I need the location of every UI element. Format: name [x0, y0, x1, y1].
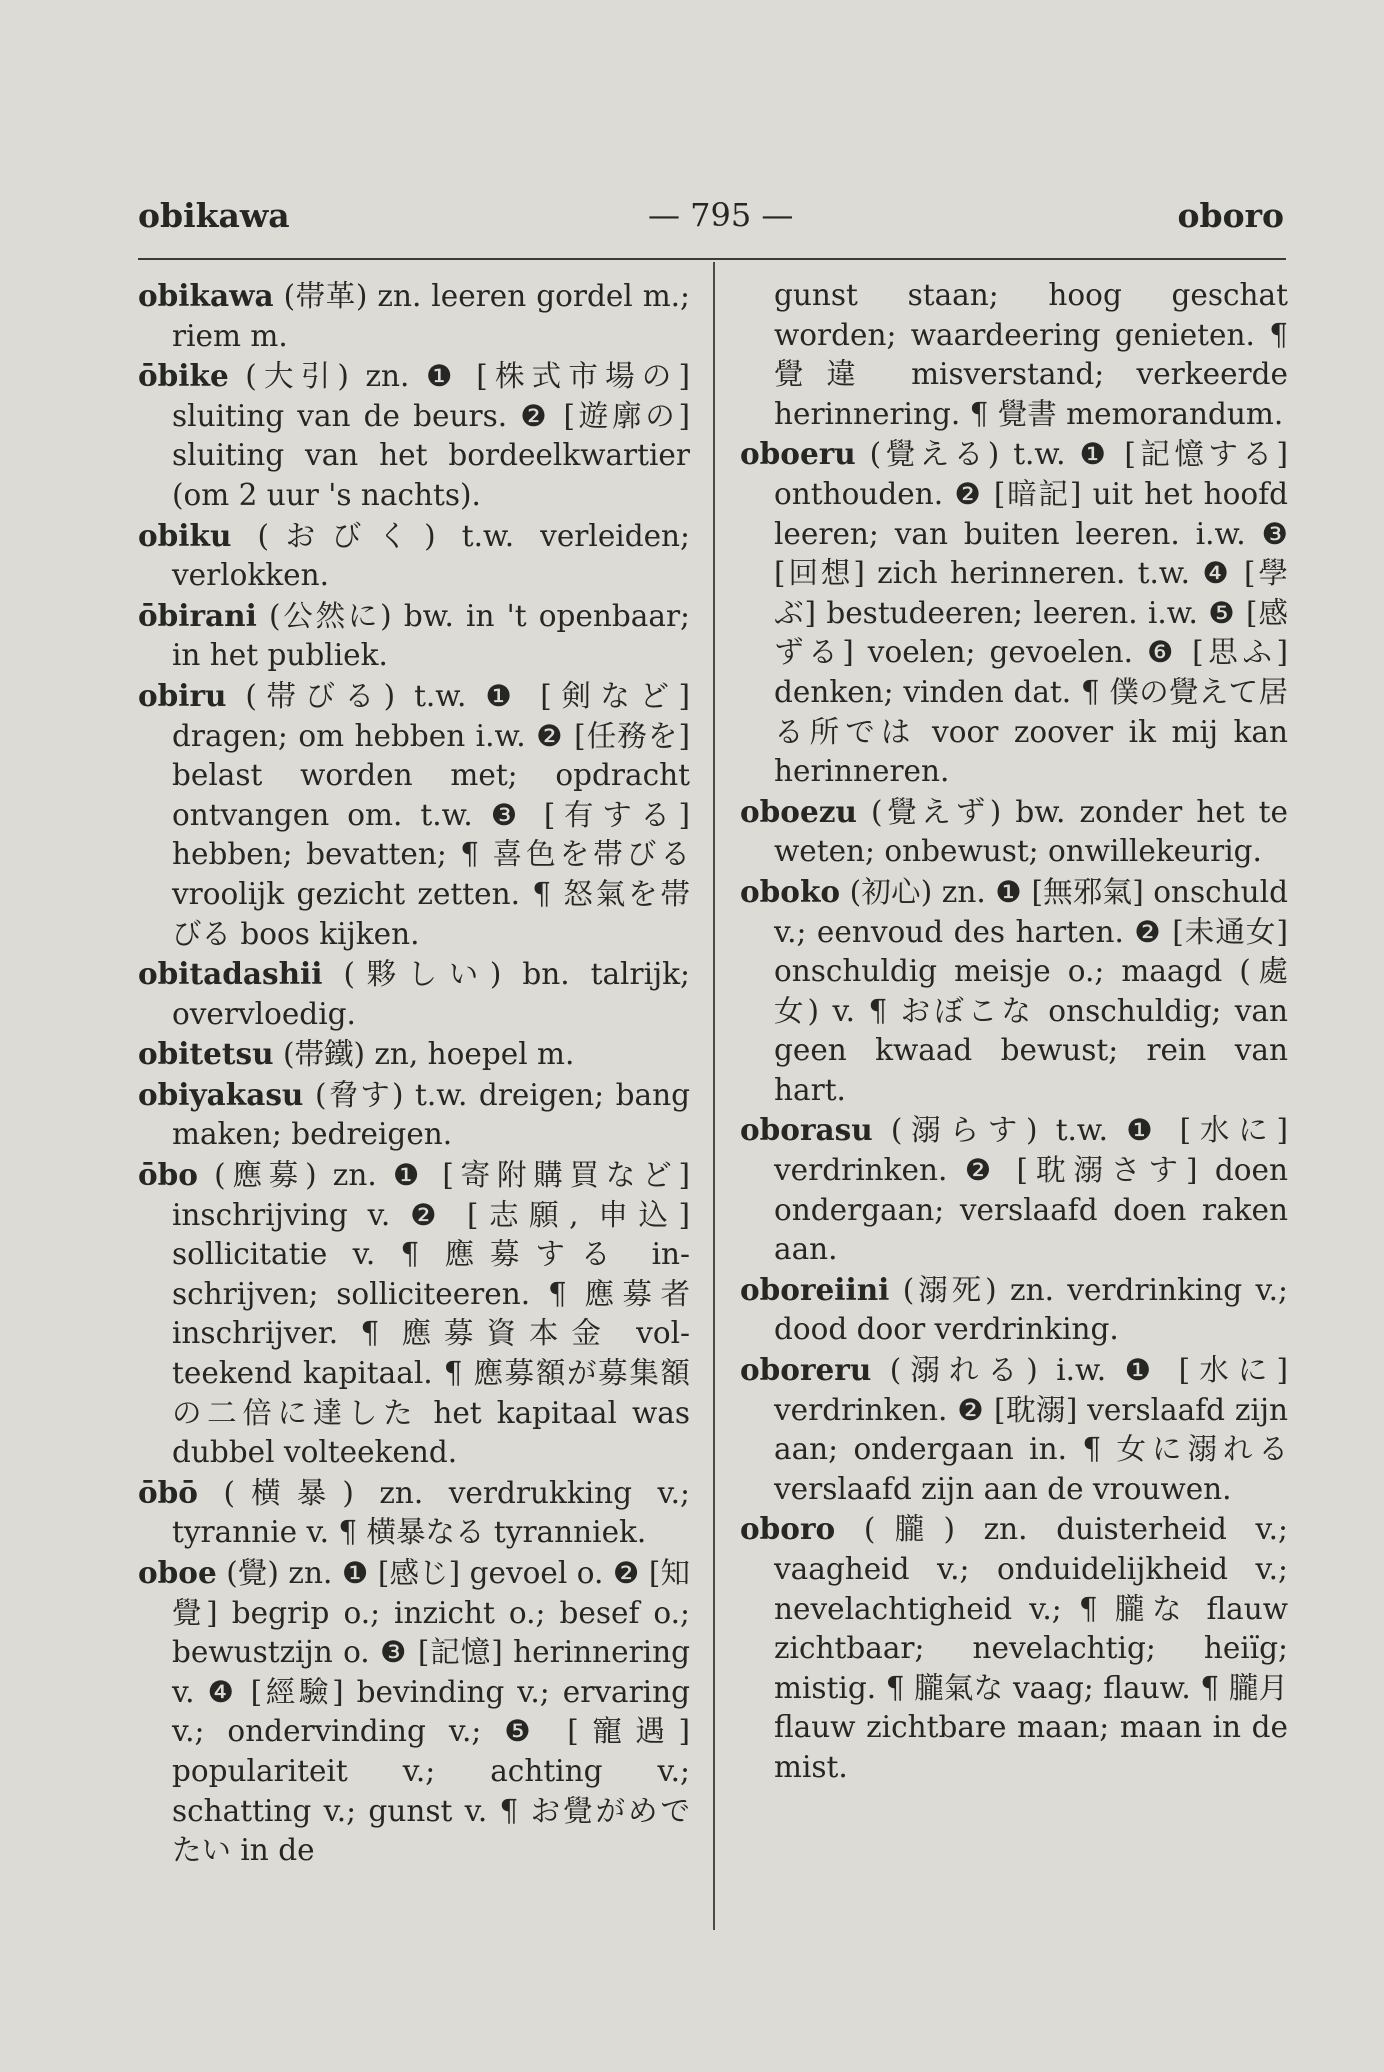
dictionary-entry: [740, 1110, 1288, 1269]
dictionary-entry: [138, 954, 690, 1034]
left-guide-word: obikawa: [138, 196, 290, 235]
entry-headword: oboezu: [740, 793, 857, 829]
right-column: [740, 276, 1288, 1788]
entry-definition: (初心) zn. ❶ [無邪氣] onschuld v.; eenvoud des harten. ❷ [未通女] onschuldig meisje o.; maagd (處女) v. ¶ おぼこな onschuldig; van geen kwaad bewust; rein van hart.: [774, 874, 1288, 1107]
right-guide-word: oboro: [1177, 196, 1284, 235]
entry-definition: (覺える) t.w. ❶ [記憶する] onthouden. ❷ [暗記] uit het hoofd leeren; van buiten leeren. i.w. ❸ [回想] zich herinneren. t.w. ❹ [學ぶ] bestudeeren; leeren. i.w. ❺ [感ずる] voelen; gevoelen. ❻ [思ふ] denken; vinden dat. ¶ 僕の覺えて居る所では voor zoover ik mij kan herinneren.: [774, 437, 1288, 789]
entry-headword: obiyakasu: [138, 1076, 304, 1112]
entry-headword: obitetsu: [138, 1036, 274, 1072]
dictionary-entry: [740, 792, 1288, 872]
entry-definition: (横暴) zn. verdrukking v.; tyrannie v. ¶ 横暴なる tyranniek.: [172, 1475, 690, 1550]
entry-headword: oboeru: [740, 436, 856, 472]
entry-headword: ōbo: [138, 1157, 198, 1193]
entry-definition: (おびく) t.w. verleiden; verlokken.: [172, 518, 690, 593]
dictionary-entry: [138, 1075, 690, 1155]
dictionary-entry: [740, 434, 1288, 791]
entry-headword: oboreru: [740, 1352, 872, 1388]
dictionary-entry: [138, 276, 690, 356]
entry-headword: oboreiini: [740, 1271, 890, 1307]
entry-headword: oborasu: [740, 1112, 873, 1148]
entry-headword: obiku: [138, 517, 232, 553]
entry-definition: (帯びる) t.w. ❶ [剣など] dragen; om hebben i.w. ❷ [任務を] belast worden met; opdracht ontvangen om. t.w. ❸ [有する] hebben; bevatten; ¶ 喜色を帯びる vroolijk gezicht zetten. ¶ 怒氣を帯びる boos kijken.: [172, 678, 690, 951]
dictionary-entry: [740, 1270, 1288, 1350]
dictionary-entry: [138, 1473, 690, 1553]
dictionary-entry: [740, 872, 1288, 1111]
entry-definition: (溺死) zn. verdrinking v.; dood door verdrinking.: [774, 1272, 1288, 1347]
dictionary-entry: [138, 676, 690, 954]
entry-definition: (應募) zn. ❶ [寄附購買など] inschrijving v. ❷ [志願, 申込] sollicitatie v. ¶ 應募する inschrijven; solliciteeren. ¶ 應募者 inschrijver. ¶ 應募資本金 volteekend kapitaal. ¶ 應募額が募集額の二倍に達した het kapitaal was dubbel volteekend.: [172, 1158, 690, 1470]
dictionary-entry: [740, 1509, 1288, 1787]
column-divider: [713, 262, 715, 1930]
entry-definition: (脅す) t.w. dreigen; bang maken; bedreigen.: [172, 1077, 690, 1152]
entry-headword: obiru: [138, 677, 227, 713]
entry-headword: oboe: [138, 1555, 217, 1590]
entry-definition: (大引) zn. ❶ [株式市場の] sluiting van de beurs. ❷ [遊廓の] sluiting van het bordeelkwartier (om 2 uur 's nachts).: [172, 359, 690, 512]
entry-definition: (覺) zn. ❶ [感じ] gevoel o. ❷ [知覺] begrip o.; inzicht o.; besef o.; bewustzijn o. ❸ [記憶] herinnering v. ❹ [經驗] bevinding v.; ervaring v.; ondervinding v.; ❺ [寵遇] populariteit v.; achting v.; schatting v.; gunst v. ¶ お覺がめでたい in de: [172, 1556, 690, 1868]
entry-headword: oboko: [740, 873, 841, 909]
dictionary-entry: [740, 1350, 1288, 1509]
dictionary-entry: [138, 1034, 690, 1075]
entry-headword: oboro: [740, 1511, 836, 1547]
dictionary-entry: [138, 1553, 690, 1871]
dictionary-entry: [138, 596, 690, 676]
entry-definition: (溺れる) i.w. ❶ [水に] verdrinken. ❷ [耽溺] verslaafd zijn aan; ondergaan in. ¶ 女に溺れる verslaafd zijn aan de vrouwen.: [774, 1353, 1288, 1506]
entry-definition: (帯鐵) zn, hoepel m.: [273, 1037, 575, 1072]
entry-definition: (帯革) zn. leeren gordel m.; riem m.: [172, 279, 690, 353]
left-column: [138, 276, 690, 1871]
dictionary-entry: [138, 356, 690, 515]
entry-definition: (朧) zn. duisterheid v.; vaagheid v.; onduidelijkheid v.; nevelachtigheid v.; ¶ 朧な flauw zichtbaar; nevelachtig; heiïg; mistig. ¶ 朧氣な vaag; flauw. ¶ 朧月 flauw zichtbare maan; maan in de mist.: [774, 1512, 1288, 1784]
entry-definition: (溺らす) t.w. ❶ [水に] verdrinken. ❷ [耽溺さす] doen ondergaan; verslaafd doen raken aan.: [774, 1113, 1288, 1267]
entry-definition: (覺えず) bw. zonder het te weten; onbewust; onwillekeurig.: [774, 794, 1288, 869]
continuation-text: gunst staan; hoog geschat worden; waardeering genieten. ¶ 覺違 misverstand; verkeerde herinnering. ¶ 覺書 memorandum.: [774, 278, 1288, 431]
entry-headword: ōbō: [138, 1474, 198, 1510]
entry-headword: obikawa: [138, 278, 274, 313]
header-rule: [138, 258, 1286, 260]
dictionary-entry: [138, 1155, 690, 1473]
dictionary-entry: [138, 516, 690, 596]
page-number: — 795 —: [648, 196, 794, 234]
entry-headword: obitadashii: [138, 956, 323, 992]
entry-headword: ōbike: [138, 358, 229, 394]
entry-definition: (公然に) bw. in 't openbaar; in het publiek.: [172, 598, 690, 673]
entry-definition: (夥しい) bn. talrijk; overvloedig.: [172, 957, 690, 1031]
entry-headword: ōbirani: [138, 597, 257, 633]
